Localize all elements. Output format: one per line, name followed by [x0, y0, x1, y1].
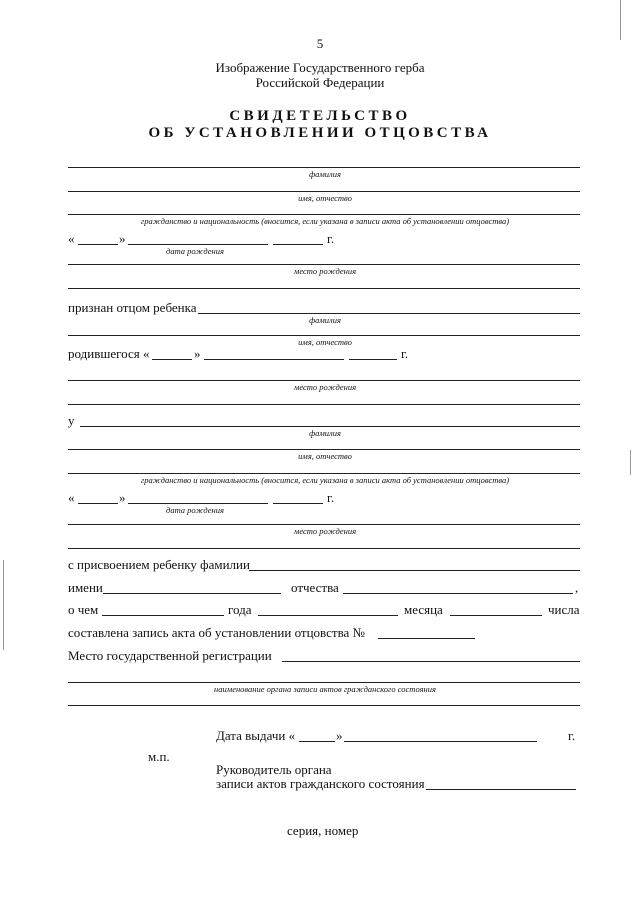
quote-close: »: [194, 346, 201, 361]
caption-mother-surname: фамилия: [309, 428, 341, 438]
series-number-label: серия, номер: [287, 823, 359, 838]
caption-registry-office: наименование органа записи актов гражданского состояния: [214, 684, 436, 694]
of-day-label: числа: [548, 602, 580, 617]
of-year-label: года: [228, 602, 252, 617]
birth-month-line: [128, 244, 268, 245]
signature-line: [426, 789, 576, 790]
scan-edge-mark: [3, 560, 4, 650]
year-abbr: г.: [401, 346, 409, 361]
caption-citizenship: гражданство и национальность (вносится, если указана в записи акта об установлении отцовства): [140, 216, 510, 226]
assigned-surname-label: с присвоением ребенку фамилии: [68, 557, 250, 572]
caption-mother-birth-place: место рождения: [293, 526, 357, 536]
mother-birthplace-line2: [68, 548, 580, 549]
caption-name-patronymic: имя, отчество: [298, 193, 352, 203]
caption-birth-place: место рождения: [293, 266, 357, 276]
caption-mother-birth-date: дата рождения: [166, 505, 224, 515]
child-birth-day-line: [152, 359, 192, 360]
registration-place-line: [282, 661, 580, 662]
first-name-label: имени: [68, 580, 103, 595]
registry-office-line: [68, 682, 580, 683]
quote-close: »: [336, 728, 343, 743]
born-label: родившегося «: [68, 346, 150, 361]
mother-birth-month-line: [128, 503, 268, 504]
year-abbr: г.: [327, 231, 335, 246]
emblem-caption-line2: Российской Федерации: [255, 75, 385, 90]
quote-open: «: [68, 231, 75, 246]
scan-edge-mark: [630, 450, 631, 475]
caption-mother-name: имя, отчество: [298, 451, 352, 461]
assigned-surname-line: [249, 570, 580, 571]
caption-birth-date: дата рождения: [166, 246, 224, 256]
record-made-label: составлена запись акта об установлении отцовства №: [68, 625, 365, 640]
comma: ,: [575, 580, 579, 595]
title-line1: СВИДЕТЕЛЬСТВО: [229, 108, 411, 124]
scan-edge-mark: [620, 0, 621, 40]
issue-date-label: Дата выдачи «: [216, 728, 296, 743]
registry-office-line2: [68, 705, 580, 706]
father-birthplace-line2: [68, 288, 580, 289]
caption-child-surname: фамилия: [309, 315, 341, 325]
mother-citizenship-line: [68, 473, 580, 474]
record-month-line: [450, 615, 542, 616]
child-birth-year-line: [349, 359, 397, 360]
caption-child-birth-place: место рождения: [293, 382, 357, 392]
of-month-label: месяца: [404, 602, 443, 617]
recognized-father-label: признан отцом ребенка: [68, 300, 197, 315]
birth-day-line: [78, 244, 118, 245]
head-title-line1: Руководитель органа: [216, 762, 332, 777]
mother-birthplace-line: [68, 524, 580, 525]
child-birth-month-line: [204, 359, 344, 360]
child-birthplace-line: [68, 380, 580, 381]
first-name-line: [103, 593, 281, 594]
seal-label: м.п.: [148, 749, 170, 764]
year-abbr: г.: [327, 490, 335, 505]
record-number-line: [378, 638, 475, 639]
record-year-line: [258, 615, 398, 616]
patronymic-line: [343, 593, 573, 594]
child-birthplace-line2: [68, 404, 580, 405]
mother-name-line: [68, 449, 580, 450]
record-day-line: [102, 615, 224, 616]
father-birthplace-line: [68, 264, 580, 265]
caption-mother-citizenship: гражданство и национальность (вносится, если указана в записи акта об установлении отцовства): [140, 475, 510, 485]
father-name-line: [68, 191, 580, 192]
title-line2: ОБ УСТАНОВЛЕНИИ ОТЦОВСТВА: [148, 125, 492, 141]
year-abbr: г.: [568, 728, 576, 743]
patronymic-label: отчества: [291, 580, 339, 595]
quote-close: »: [119, 231, 126, 246]
issue-day-line: [299, 741, 335, 742]
caption-surname: фамилия: [309, 169, 341, 179]
birth-year-line: [273, 244, 323, 245]
father-surname-line: [68, 167, 580, 168]
mother-surname-line: [80, 426, 580, 427]
mother-birth-year-line: [273, 503, 323, 504]
issue-month-year-line: [344, 741, 537, 742]
emblem-caption-line1: Изображение Государственного герба: [215, 60, 425, 75]
page-number: 5: [316, 36, 324, 51]
quote-close: »: [119, 490, 126, 505]
mother-label: у: [68, 413, 75, 428]
quote-open: «: [68, 490, 75, 505]
about-which-label: о чем: [68, 602, 99, 617]
head-title-line2: записи актов гражданского состояния: [216, 776, 425, 791]
mother-birth-day-line: [78, 503, 118, 504]
father-citizenship-line: [68, 214, 580, 215]
registration-place-label: Место государственной регистрации: [68, 648, 272, 663]
child-surname-line: [198, 313, 580, 314]
child-name-line: [68, 335, 580, 336]
caption-child-name: имя, отчество: [298, 337, 352, 347]
